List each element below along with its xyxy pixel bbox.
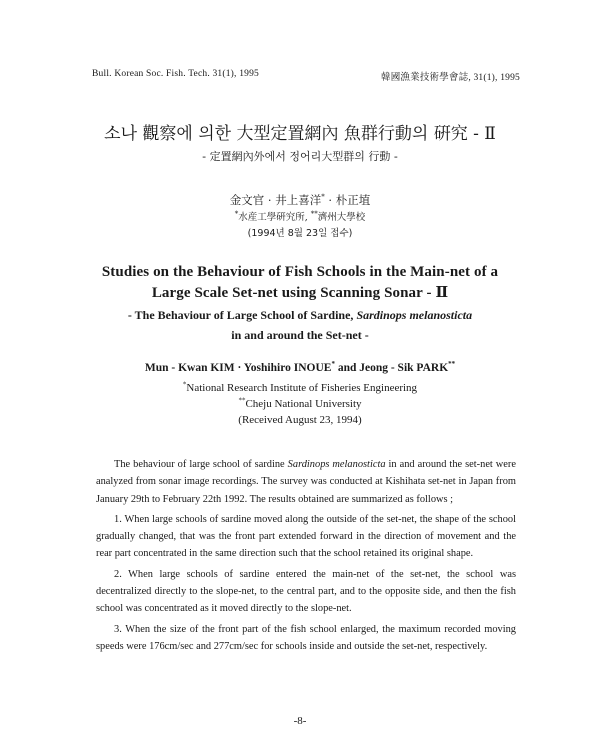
abstract-paragraph-2: 1. When large schools of sardine moved along the outside of the set-net, the shape of the school gradually changed, that was the front part extended forward in the direction of movement and the rear part concentrated in the same direction such that the school retained its original shape. [96,513,516,560]
english-affiliations [0,380,600,428]
korean-received-date: (1994년 8월 23일 접수) [247,228,353,239]
english-author-1: Mun - Kwan KIM · Yoshihiro INOUE [144,362,332,374]
english-affil-2-mark: ** [238,396,246,405]
korean-affiliations [0,209,600,223]
english-title [40,262,560,304]
korean-title: 소나 觀察에 의한 大型定置網內 魚群行動의 硏究 - Ⅱ [104,124,496,144]
korean-affil-1: 水産工學硏究所, [238,212,311,223]
english-affil-2: Cheju National University [245,398,362,410]
abstract-p1-pre: The behaviour of large school of sardine [114,459,288,470]
korean-subtitle: - 定置網內外에서 정어리大型群의 行動 - [202,150,398,163]
running-header [92,69,520,83]
page-number: -8- [293,715,307,727]
english-title-line-2: Large Scale Set-net using Scanning Sonar - Ⅱ [151,285,449,301]
korean-affil-mark-1: * [234,209,239,218]
english-author-2-mark: ** [448,360,456,369]
english-received-date: (Received August 23, 1994) [238,414,362,426]
abstract-paragraph-4: 3. When the size of the front part of the fish school enlarged, the maximum recorded moving speeds were 176cm/sec and 277cm/sec for schools inside and outside the set-net, respectively. [96,623,516,652]
korean-affil-mark-2: ** [310,209,318,218]
korean-affil-2: 濟州大學校 [317,212,366,223]
english-subtitle-species: Sardinops melanosticta [356,308,473,322]
korean-authors-main: 金文官 · 井上喜洋 [229,193,322,207]
english-subtitle-pre: - The Behaviour of Large School of Sardine, [127,308,357,322]
abstract [96,456,516,658]
english-subtitle-line-2: in and around the Set-net - [231,328,369,342]
journal-citation-english: Bull. Korean Soc. Fish. Tech. 31(1), 1995 [92,69,259,79]
english-author-1-mark: * [331,360,335,369]
abstract-p1-post: in and around the set-net were analyzed from sonar image recordings. The survey was conducted at Kishihata set-net in Japan from January 29th to February 22th 1992. The results obtained are summarized as follows ; [96,459,516,505]
korean-author-mark: * [321,193,325,202]
english-affil-1: National Research Institute of Fisheries Engineering [186,382,418,394]
korean-authors-tail: · 朴正埴 [324,193,371,207]
abstract-paragraph-3: 2. When large schools of sardine entered the main-net of the set-net, the school was decentralized directly to the slope-net, to the central part, and to the opposite side, and then the fish school was concentrated as it moved directly to the slope-net. [96,568,516,615]
english-affil-1-mark: * [182,380,187,389]
english-subtitle [40,305,560,345]
abstract-paragraph-1 [96,456,516,508]
journal-citation-korean: 韓國漁業技術學會誌, 31(1), 1995 [381,73,520,83]
korean-authors [0,192,600,208]
english-author-2: and Jeong - Sik PARK [334,362,449,374]
abstract-p1-species: Sardinops melanosticta [287,459,386,470]
english-authors [0,362,600,374]
english-title-line-1: Studies on the Behaviour of Fish Schools in the Main-net of a [101,264,499,280]
